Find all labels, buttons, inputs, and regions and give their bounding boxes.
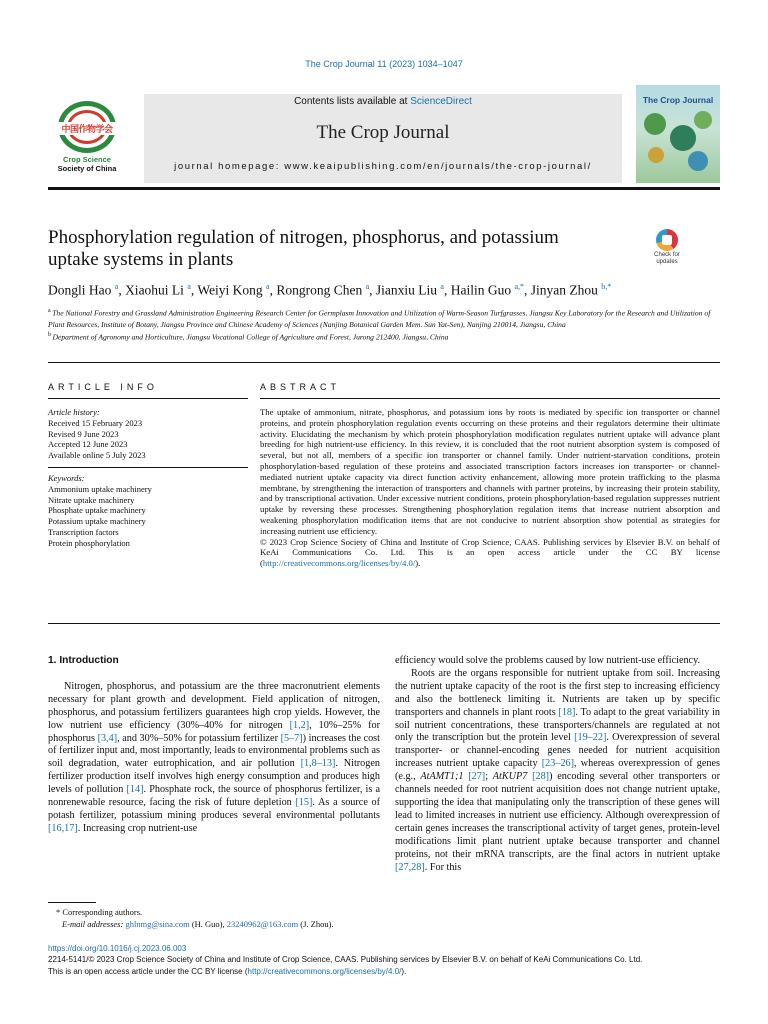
body-text: . Increasing crop nutrient-use [77,822,198,834]
author-affiliation-mark[interactable]: a [187,282,191,291]
reference-link[interactable]: [14] [126,784,144,796]
body-text: ) encoding several other transporters or channels needed for root nutrient acquisition does not change nutrient uptake, supporting the idea that manipulating only the transcription of these genes will lead to limited increases in nutrient use efficiency. Although overexpression of certain genes increases the transcriptional activity of target genes, protein-level modifications limit plant nutrient uptake because transporter and channel proteins, not their mRNA transcripts, are the final actors in nutrient uptake [395,771,720,860]
journal-cover-image[interactable] [636,85,720,183]
sciencedirect-link[interactable]: ScienceDirect [410,96,472,107]
history-list [48,418,248,461]
body-text: . Overexpression of several transporter- or channel-encoding genes needed for nutrient acquisition increases nutrient uptake capacity [395,732,720,770]
reference-link[interactable]: [28] [532,771,550,783]
body-left-column [48,655,380,836]
keyword-item: Protein phosphorylation [48,537,130,548]
journal-citation[interactable]: The Crop Journal 11 (2023) 1034–1047 [305,59,463,69]
logo-line1: Crop Science [63,155,111,164]
author-name[interactable]: Hailin Guo [450,282,512,298]
abstract-copyright: © 2023 Crop Science Society of China and Institute of Crop Science, CAAS. Publishing services by Elsevier B.V. on behalf of KeAi Communications Co. Ltd. This is an open access article under the CC BY license (http://creativecommons.org/licenses/by/4.0/). [260,536,720,569]
journal-name[interactable]: The Crop Journal [316,122,450,143]
author-name[interactable]: Weiyi Kong [197,282,263,298]
article-info [48,407,248,549]
keyword-item: Ammonium uptake machinery [48,483,152,494]
journal-homepage[interactable]: journal homepage: www.keaipublishing.com/en/journals/the-crop-journal/ [174,161,592,172]
author-name[interactable]: Rongrong Chen [276,282,363,298]
reference-link[interactable]: [3,4] [97,732,118,744]
reference-link[interactable]: [27] [468,771,486,783]
body-text: Nitrogen, phosphorus, and potassium are the three macronutrient elements necessary for plant growth and development. Field application of nitrogen, phosphorus, and potassium fertilizers guarantees high crop yields. However, the low nutrient use efficiency (30%–40% for nitrogen [48,680,380,731]
history-item: Accepted 12 June 2023 [48,439,128,450]
affiliation-a: $^a$ The National Forestry and Grassland Administration Engineering Research Center for Germplasm Innovation and Utilization of Warm-Season Turfgrasses, Jiangsu Key Laboratory for the Research and Utilization of Plant Resources, Institute of Botany, Jiangsu Province and Chinese Academy of Sciences (Nanjing Botanical Garden Mem. Sun Yat-Sen), Nanjing 210014, Jiangsu, China [48,308,711,329]
intro-paragraph-2 [395,668,720,875]
intro-paragraph-1 [48,681,380,836]
article-title: Phosphorylation regulation of nitrogen, phosphorus, and potassium uptake systems in plants [48,227,559,270]
body-text: , whereas overexpression of genes (e.g., [395,758,720,783]
keywords-label: Keywords: [48,472,85,483]
header-divider [48,187,720,190]
oa-license-link[interactable]: http://creativecommons.org/licenses/by/4.0/ [247,966,402,976]
history-item: Available online 5 July 2023 [48,450,146,461]
cover-plant-icon [688,151,708,171]
body-right-column [395,655,720,874]
crossmark-label: Check for updates [654,252,680,265]
history-label: Article history: [48,407,100,417]
affiliation-divider [48,362,720,363]
society-logo[interactable] [48,85,142,183]
author-affiliation-mark[interactable]: a [266,282,270,291]
author-affiliation-mark[interactable]: a [440,282,444,291]
check-for-updates-badge[interactable] [650,229,684,265]
body-text: . To adapt to the great variability in soil nutrient concentrations, these transporters/channels are regulated at not only the transcription but the protein level [395,706,720,744]
body-text: . As a source of potash fertilizer, potassium mining produces several environmental pollutants [48,797,380,821]
body-text: , and 30%–50% for potassium fertilizer [117,732,281,744]
logo-line2: Society of China [57,164,117,173]
keyword-item: Phosphate uptake machinery [48,505,146,516]
doi-link[interactable]: https://doi.org/10.1016/j.cj.2023.06.003 [48,944,187,953]
journal-masthead [48,85,720,183]
body-text: ) increases the cost of fertilizer input and, most importantly, leads to environmental problems such as soil degradation, water eutrophication, and air pollution [48,732,380,770]
email-link-guo[interactable]: ghlnmg@sina.com [125,918,190,929]
abstract-text: The uptake of ammonium, nitrate, phosphorus, and potassium ions by roots is mediated by specific ion transporter or channel proteins, and protein phosphorylation regulation events occurring on these proteins and their regulators determine their ultimate activity. Elucidating the mechanism by which protein phosphorylation modification regulates nutrient uptake will advance plant breeding for high nutrient-use efficiency. In this review, it is concluded that the root nutrient absorption system is composed of several, but not all, members of a specific ion transporter or channel family. Under nutrient-starvation conditions, protein phosphorylation-based regulation of these proteins and associated transcription factors increases ion transporter- or channel-mediated nutrient uptake capacity via direct function activity enhancement, allowing more protein trafficking to the plasma membrane, by strengthening the interaction of transporters and channels with partner proteins, by increasing their protein stability, and by transcriptional activation. Under excessive nutrient conditions, protein phosphorylation-based regulation suppresses nutrient uptake by reversing these processes. Strengthening phosphorylation regulation items that increase nutrient absorption and weakening phosphorylation modification items that are not conducive to nutrient absorption show potential as strategies for increasing nutrient use efficiency. [260,407,720,536]
history-item: Revised 9 June 2023 [48,428,119,439]
logo-chinese-text: 中国作物学会 [52,122,122,135]
footnote-rule [48,902,96,903]
body-text: . Phosphate rock, the source of phosphorus fertilizer, is a nonrenewable resource, facing the risk of future depletion [48,784,380,809]
reference-link[interactable]: [15] [295,797,313,809]
section-heading: 1. Introduction [48,655,119,666]
body-text: Roots are the organs responsible for nutrient uptake from soil. Increasing the nutrient uptake capacity of the root is the first step to increasing efficiency and also the bottleneck limiting it. Nutrients are taken up by specific transporters and channels in plant roots [395,667,720,718]
gene-name: AtAMT1;1 [420,771,464,783]
affiliations [48,306,720,342]
body-text: . Nitrogen fertilizer production itself involves high energy consumption and produces high levels of pollution [48,758,380,796]
author-affiliation-mark[interactable]: a,* [514,282,525,291]
abstract-rule [260,398,720,399]
license-link[interactable]: http://creativecommons.org/licenses/by/4.0/ [262,558,416,569]
page-footer [48,943,728,977]
affiliation-b: $^b$ Department of Agronomy and Horticulture, Jiangsu Vocational College of Agriculture and Forest, Jurong 212400, Jiangsu, China [48,331,449,342]
abstract-divider [48,623,720,624]
cover-plant-icon [648,147,664,163]
reference-link[interactable]: [19–22] [574,732,607,744]
body-text: . For this [424,861,462,873]
journal-banner [144,94,622,183]
email-line: E-mail addresses: ghlnmg@sina.com (H. Guo), 23240962@163.com (J. Zhou). [62,918,334,929]
author-affiliation-mark[interactable]: a [365,282,370,291]
cover-title: The Crop Journal [642,95,714,105]
reference-link[interactable]: [16,17] [48,822,78,834]
reference-link[interactable]: [1,8–13] [300,758,336,770]
email-link-zhou[interactable]: 23240962@163.com [226,918,299,929]
reference-link[interactable]: [27,28] [395,861,425,873]
author-name[interactable]: Xiaohui Li [125,282,184,298]
corresponding-footnote [48,907,378,930]
history-item: Received 15 February 2023 [48,417,143,428]
cover-plant-icon [694,111,712,129]
author-list: Dongli Hao $^a$, Xiaohui Li $^a$, Weiyi Kong $^a$, Rongrong Chen $^a$, Jianxiu Liu $^a$, Hailin Guo $^{a,*}$, Jinyan Zhou $^{b,*}$ [48,282,612,298]
reference-link[interactable]: [23–26] [541,758,575,770]
reference-link[interactable]: [18] [558,706,576,718]
reference-link[interactable]: [1,2] [289,719,310,731]
body-text: ; [485,771,493,783]
keyword-list [48,484,248,549]
gene-name: AtKUP7 [492,771,528,783]
contents-prefix: Contents lists available at [294,96,411,107]
keywords-rule [48,467,248,468]
intro-paragraph-cont: efficiency would solve the problems caused by low nutrient-use efficiency. [395,655,701,666]
issn-line: 2214-5141/© 2023 Crop Science Society of China and Institute of Crop Science, CAAS. Publishing services by Elsevier B.V. on behalf of KeAi Communications Co. Ltd. [48,955,643,965]
author-name[interactable]: Jinyan Zhou [530,282,598,298]
article-info-heading: ARTICLE INFO [48,382,158,392]
contents-line [144,96,622,107]
article-info-rule [48,398,248,399]
abstract-heading: ABSTRACT [260,382,341,392]
author-affiliation-mark[interactable]: a [114,282,119,291]
keyword-item: Transcription factors [48,526,119,537]
corresponding-label: * Corresponding authors. [56,907,143,917]
cover-plant-icon [644,113,666,135]
author-affiliation-mark[interactable]: b,* [601,282,612,291]
keyword-item: Potassium uptake machinery [48,516,146,527]
oa-line: This is an open access article under the CC BY license (http://creativecommons.org/licenses/by/4.0/). [48,966,407,976]
author-name[interactable]: Jianxiu Liu [375,282,438,298]
cover-plant-icon [670,125,696,151]
author-name[interactable]: Dongli Hao [48,282,112,298]
keyword-item: Nitrate uptake machinery [48,494,135,505]
abstract-body [260,407,720,569]
crossmark-icon [656,229,678,251]
body-text: , 10%–25% for phosphorus [48,719,380,744]
reference-link[interactable]: [5–7] [280,732,303,744]
